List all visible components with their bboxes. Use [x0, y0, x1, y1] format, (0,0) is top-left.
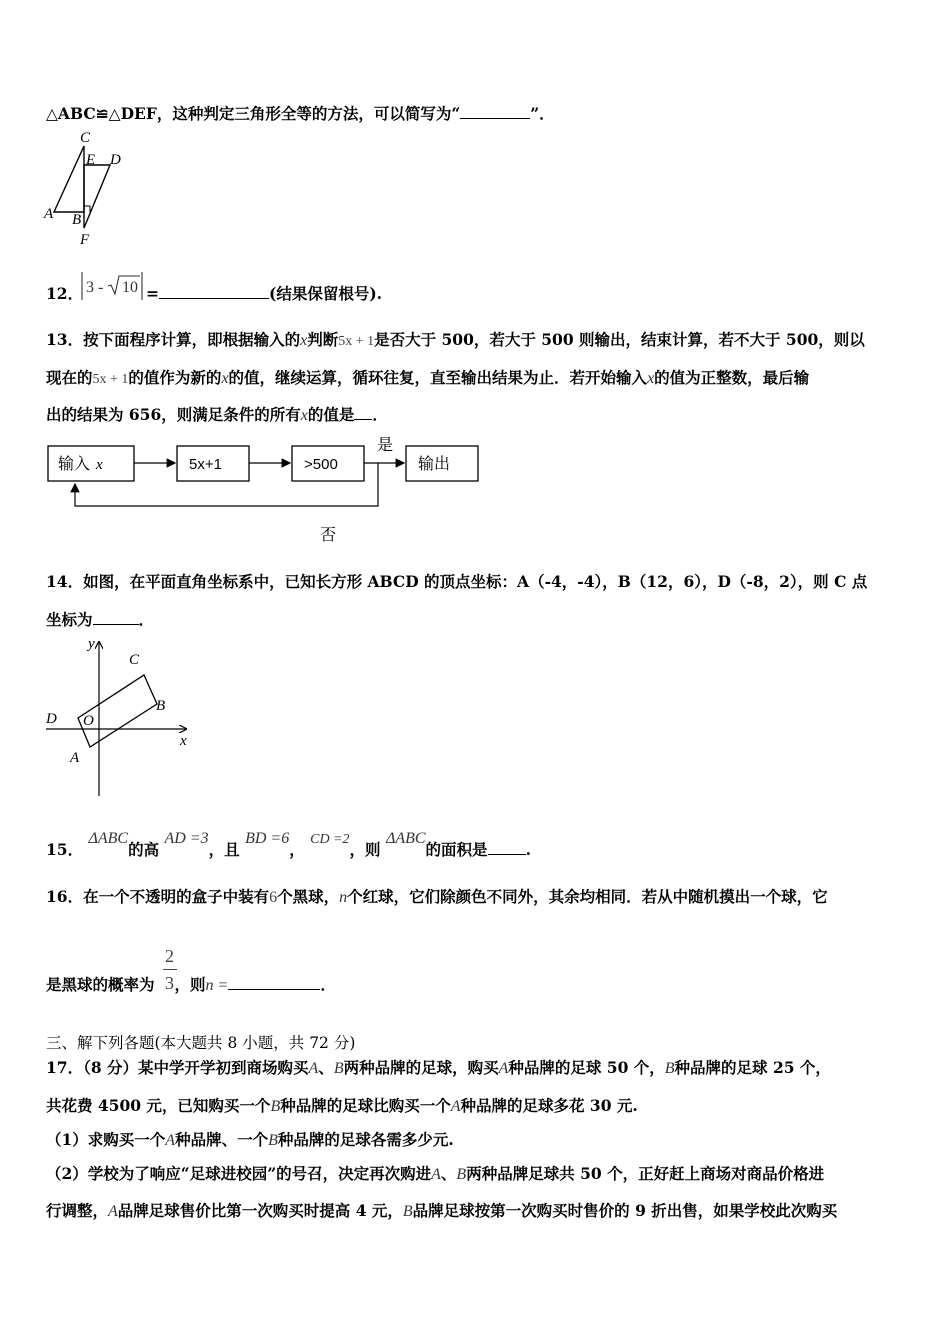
triangle-abc — [54, 146, 84, 212]
q13-answer-blank — [354, 405, 372, 420]
q13-flowchart — [46, 432, 486, 550]
label-d: D — [46, 711, 57, 727]
q14-line1: 14．如图，在平面直角坐标系中，已知长方形 ABCD 的顶点坐标：A（-4，-4），B（12，6），D（-8，2），则 C 点 — [46, 572, 868, 591]
label-a: A — [70, 750, 80, 766]
label-f: F — [80, 232, 90, 248]
label-b: B — [156, 698, 166, 714]
q15-statement: 15． ΔABC的高 AD =3，且 BD =6， CD =2，则 ΔABC的面积是 . — [46, 830, 531, 859]
triangle-def — [84, 165, 110, 228]
q14-answer-blank — [93, 610, 139, 625]
q14-line2: 坐标为 ． — [46, 610, 155, 629]
section-3-title: 三、解下列各题(本大题共 8 小题，共 72 分) — [46, 1034, 356, 1052]
q16-fraction-numerator: 2 — [165, 946, 174, 966]
right-angle-mark — [84, 206, 90, 212]
q12-expr-b: 10 — [122, 279, 138, 296]
q16-line2: 是黑球的概率为 ，则n = ． — [46, 975, 336, 994]
label-c: C — [129, 652, 140, 668]
q17-part2-line2: 行调整，A品牌足球售价比第一次购买时提高 4 元，B品牌足球按第一次购买时售价的 9 折出售，如果学校此次购买 — [46, 1201, 838, 1220]
q13-line1: 13．按下面程序计算，即根据输入的x判断5x + 1是否大于 500，若大于 500 则输出，结束计算，若不大于 500，则以 — [46, 330, 865, 349]
q15-answer-blank — [488, 840, 526, 855]
q12-expr-a: 3 - — [86, 279, 104, 296]
label-b: B — [72, 212, 82, 228]
flow-compare-label: >500 — [304, 456, 338, 473]
q17-part2-line1: （2）学校为了响应“足球进校园”的号召，决定再次购进A、B两种品牌足球共 50 个，正好赶上商场对商品价格进 — [46, 1164, 825, 1183]
rectangle-abcd — [78, 675, 157, 747]
q11-answer-blank — [460, 104, 530, 119]
flow-output-label: 输出 — [418, 454, 451, 473]
label-x: x — [180, 733, 187, 749]
flow-input-label: 输入 x — [58, 454, 103, 473]
flow-step-label: 5x+1 — [189, 456, 222, 473]
q16-answer-blank — [228, 975, 320, 990]
q12-statement: 12． — [46, 284, 84, 303]
label-d: D — [110, 152, 121, 168]
q16-line1: 16．在一个不透明的盒子中装有6个黑球，n个红球，它们除颜色不同外，其余均相同．若从中随机摸出一个球，它 — [46, 887, 828, 906]
label-c: C — [80, 130, 91, 146]
q12-answer-blank — [159, 284, 269, 299]
q13-line2: 现在的5x + 1的值作为新的x的值，继续运算，循环往复，直至输出结果为止．若开始输入x的值为正整数，最后输 — [46, 368, 810, 387]
flow-no-label: 否 — [320, 525, 337, 544]
fraction-bar — [163, 969, 177, 970]
label-o: O — [83, 713, 94, 729]
q13-line3: 出的结果为 656，则满足条件的所有x的值是 ． — [46, 405, 388, 424]
q16-fraction-denominator: 3 — [165, 973, 174, 993]
q14-coordinate-figure — [42, 634, 202, 800]
q17-line2: 共花费 4500 元，已知购买一个B种品牌的足球比购买一个A种品牌的足球多花 30 元. — [46, 1096, 638, 1115]
q17-part1: （1）求购买一个A种品牌、一个B种品牌的足球各需多少元. — [46, 1130, 454, 1149]
q17-line1: 17．（8 分）某中学开学初到商场购买A、B两种品牌的足球，购买A种品牌的足球 50 个，B种品牌的足球 25 个， — [46, 1058, 831, 1077]
q11-figure — [40, 128, 140, 250]
label-a: A — [44, 206, 54, 222]
q11-statement: △ABC≌△DEF，这种判定三角形全等的方法，可以简写为“ ”． — [46, 104, 555, 123]
q12-tail: = (结果保留根号). — [146, 284, 383, 303]
label-e: E — [86, 152, 96, 168]
flow-yes-label: 是 — [377, 435, 394, 454]
label-y: y — [88, 636, 95, 652]
